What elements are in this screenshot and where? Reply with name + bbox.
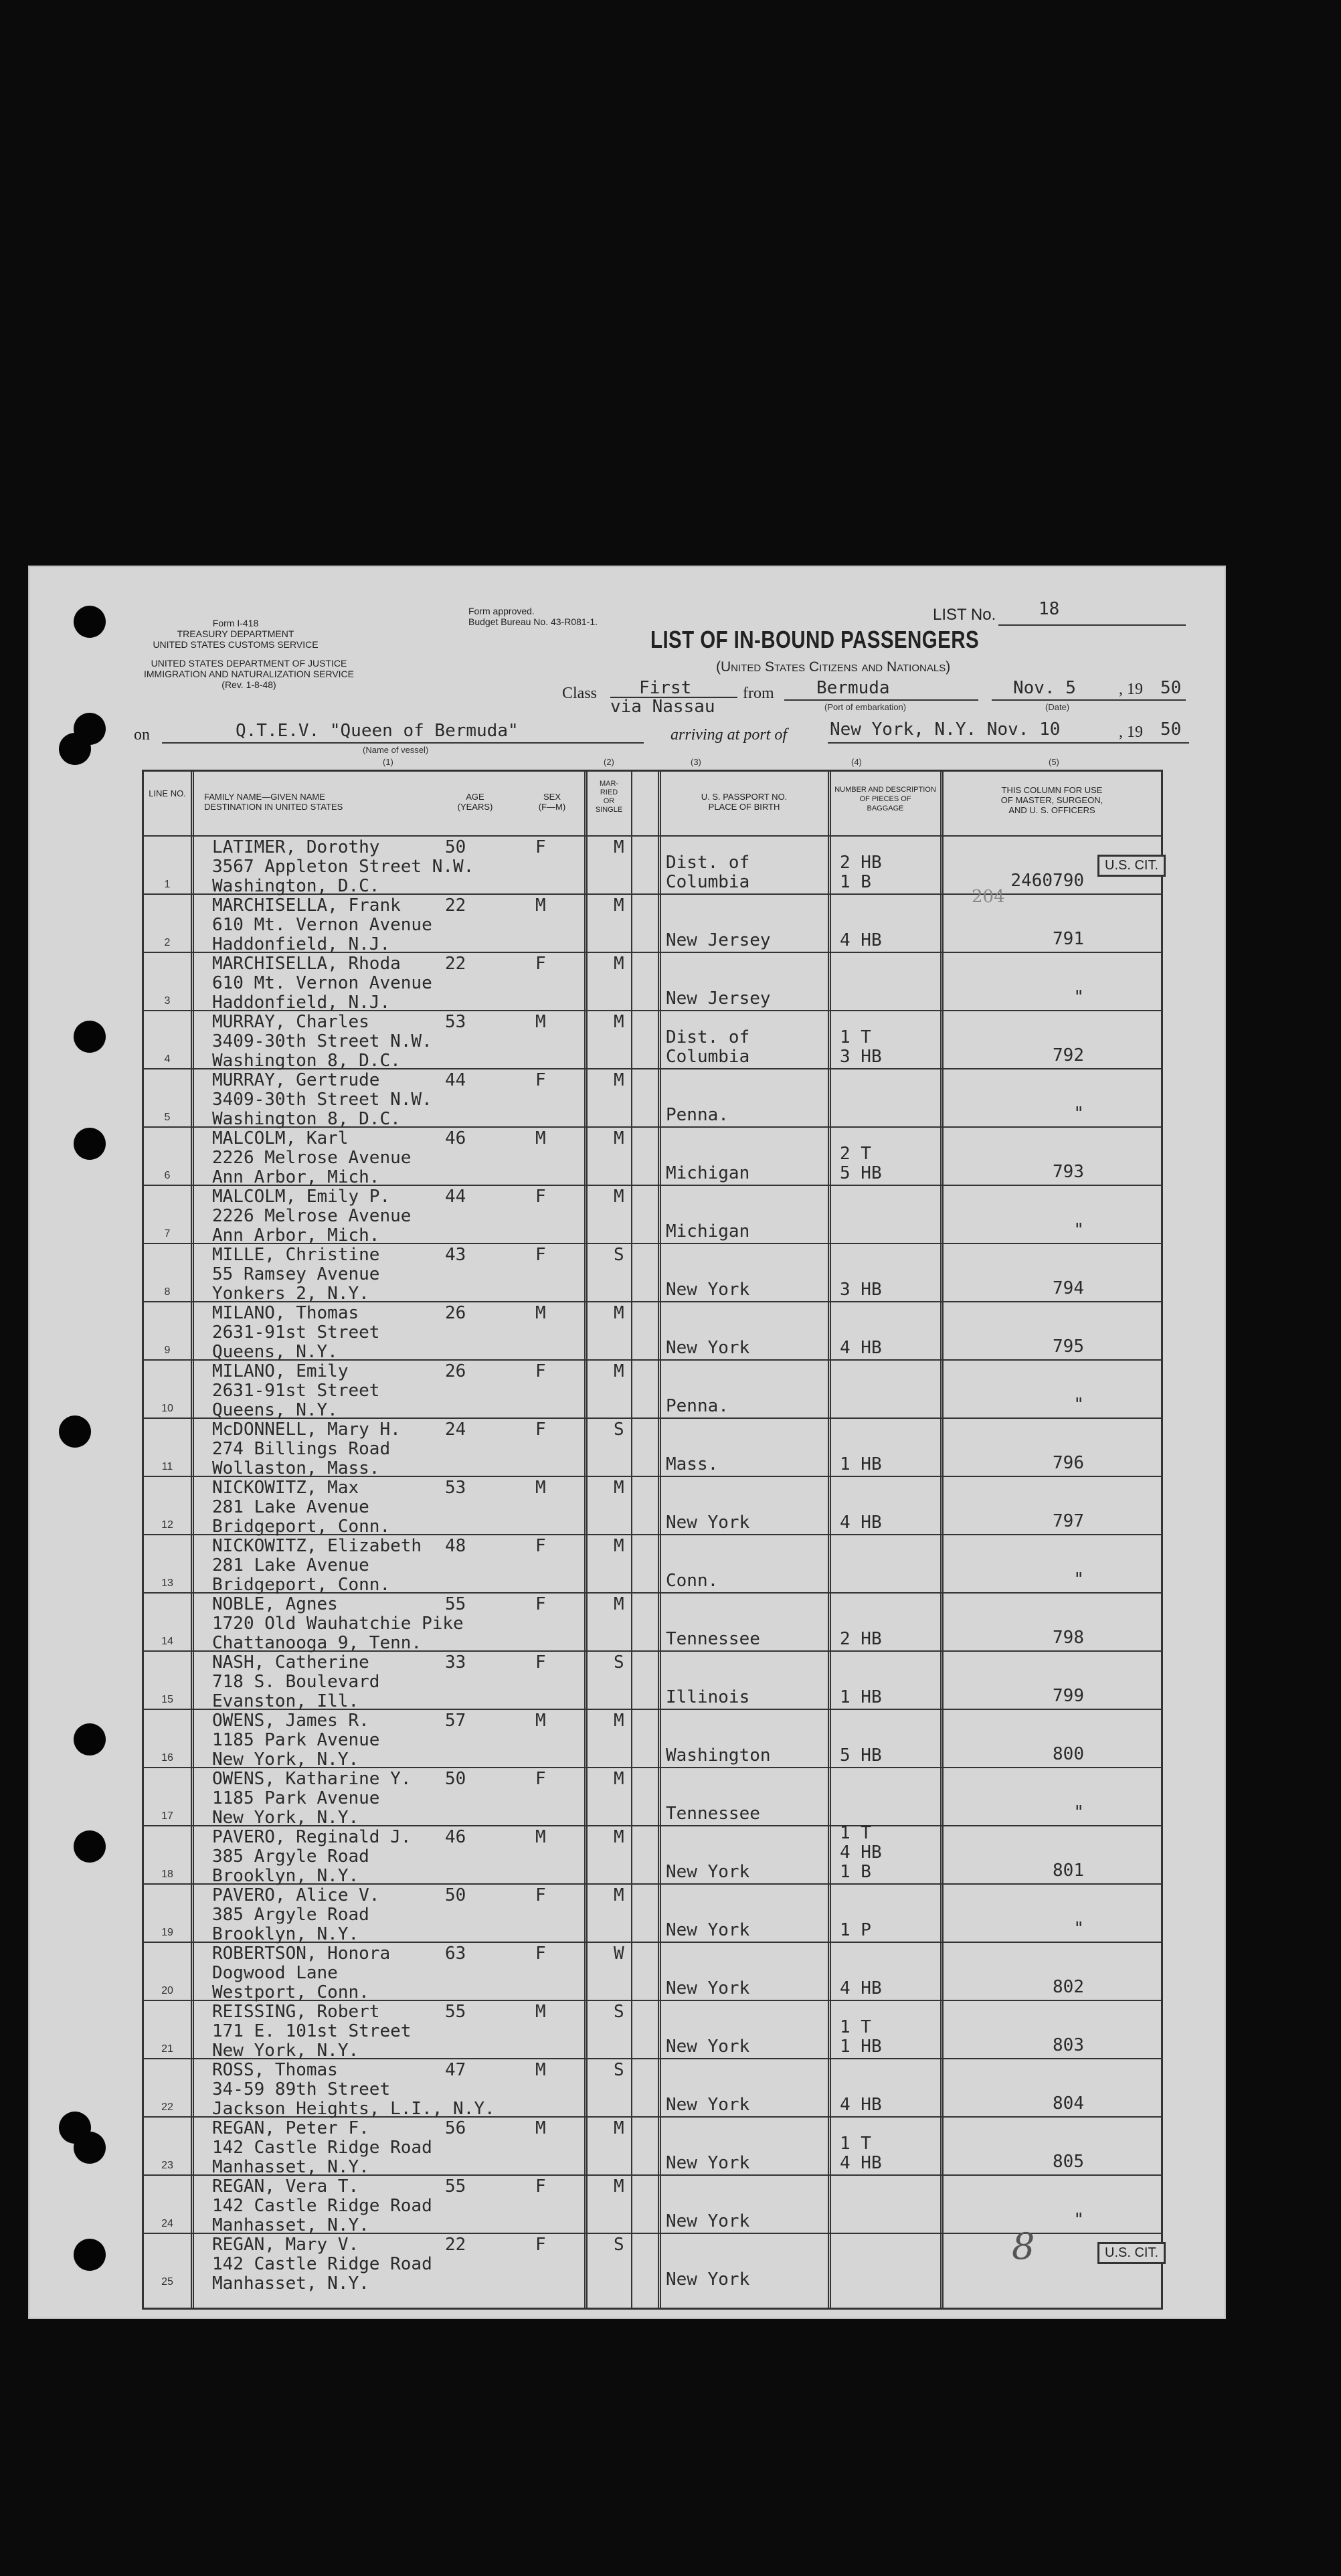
passenger-name-address: MILANO, Thomas 2631-91st Street Queens, N.Y. [212, 1303, 380, 1362]
line-number: 14 [161, 1636, 173, 1647]
table-row [144, 2059, 1161, 2118]
arriving-year: 50 [1160, 719, 1182, 740]
passenger-birthplace: Dist. of Columbia [666, 1027, 750, 1067]
officer-number: " [1073, 1104, 1084, 1124]
port-embark-caption: (Port of embarkation) [824, 702, 907, 712]
passenger-age: 53 [445, 1478, 466, 1498]
date-year: 50 [1160, 678, 1182, 698]
passenger-name-address: MALCOLM, Karl 2226 Melrose Avenue Ann Arbor, Mich. [212, 1128, 412, 1187]
line-number: 10 [161, 1403, 173, 1414]
punch-hole [74, 1021, 106, 1053]
arriving-year-prefix: , 19 [1119, 723, 1143, 741]
passenger-baggage: 1 P [840, 1920, 871, 1940]
officer-number: " [1073, 987, 1084, 1007]
table-row [144, 1128, 1161, 1186]
passenger-name-address: MURRAY, Gertrude 3409-30th Street N.W. Washington 8, D.C. [212, 1070, 432, 1129]
passenger-name-address: REISSING, Robert 171 E. 101st Street New York, N.Y. [212, 2002, 412, 2061]
passenger-age: 44 [445, 1187, 466, 1207]
passenger-marital-status: S [614, 1245, 624, 1265]
class-via: via Nassau [610, 697, 715, 717]
passenger-baggage: 4 HB [840, 2095, 882, 2115]
passenger-sex: F [535, 1536, 546, 1556]
passenger-age: 43 [445, 1245, 466, 1265]
col-header-officers: THIS COLUMN FOR USE OF MASTER, SURGEON, AND U. S. OFFICERS [1000, 785, 1103, 815]
officer-number: " [1073, 1802, 1084, 1822]
passenger-sex: M [535, 1478, 546, 1498]
table-row [144, 1477, 1161, 1535]
passenger-sex: M [535, 1128, 546, 1148]
passenger-name-address: NICKOWITZ, Elizabeth 281 Lake Avenue Bridgeport, Conn. [212, 1536, 422, 1595]
list-no-line [998, 624, 1186, 626]
passenger-baggage: 4 HB [840, 1338, 882, 1358]
passenger-birthplace: New York [666, 2269, 750, 2290]
passenger-name-address: McDONNELL, Mary H. 274 Billings Road Wollaston, Mass. [212, 1420, 401, 1478]
vessel-line [162, 742, 644, 744]
passenger-sex: M [535, 1012, 546, 1032]
table-row [144, 837, 1161, 895]
passenger-age: 50 [445, 837, 466, 857]
passenger-name-address: MARCHISELLA, Rhoda 610 Mt. Vernon Avenue Haddonfield, N.J. [212, 954, 432, 1013]
passenger-birthplace: Penna. [666, 1105, 729, 1125]
table-row [144, 895, 1161, 953]
line-number: 9 [164, 1345, 171, 1356]
line-number: 22 [161, 2101, 173, 2113]
passenger-baggage: 1 T 3 HB [840, 1027, 882, 1067]
col-header-age: AGE (YEARS) [457, 792, 493, 812]
punch-hole [59, 1415, 91, 1448]
on-label: on [134, 726, 150, 744]
passenger-birthplace: New York [666, 2153, 750, 2173]
passenger-marital-status: M [614, 1827, 624, 1847]
pencil-annotation: 204 [972, 887, 1005, 907]
passenger-age: 22 [445, 895, 466, 916]
officer-number: 793 [1053, 1162, 1084, 1182]
officer-number: " [1073, 1220, 1084, 1240]
table-row [144, 2118, 1161, 2176]
line-number: 12 [161, 1519, 173, 1531]
passenger-marital-status: S [614, 1652, 624, 1672]
arriving-line [828, 742, 1189, 744]
passenger-sex: F [535, 1420, 546, 1440]
col-header-passport: U. S. PASSPORT NO. PLACE OF BIRTH [701, 792, 788, 812]
col-num-1: (1) [383, 757, 393, 767]
passenger-sex: F [535, 1361, 546, 1381]
passenger-baggage: 1 HB [840, 1687, 882, 1707]
line-number: 4 [164, 1053, 171, 1065]
from-line [784, 699, 978, 701]
passenger-age: 55 [445, 2002, 466, 2022]
passenger-age: 26 [445, 1361, 466, 1381]
passenger-birthplace: Michigan [666, 1163, 750, 1183]
passenger-name-address: MARCHISELLA, Frank 610 Mt. Vernon Avenue Haddonfield, N.J. [212, 895, 432, 954]
passenger-birthplace: Michigan [666, 1221, 750, 1241]
class-line [610, 697, 737, 698]
list-no-label: LIST No. [933, 606, 996, 624]
passenger-sex: F [535, 2176, 546, 2197]
line-number: 19 [161, 1927, 173, 1938]
passenger-baggage: 1 T 4 HB 1 B [840, 1823, 882, 1882]
passenger-age: 22 [445, 2235, 466, 2255]
passenger-name-address: OWENS, Katharine Y. 1185 Park Avenue New York, N.Y. [212, 1769, 412, 1828]
line-number: 11 [161, 1461, 173, 1472]
line-number: 7 [164, 1228, 171, 1239]
passenger-marital-status: M [614, 1711, 624, 1731]
passenger-birthplace: Tennessee [666, 1804, 760, 1824]
passenger-age: 50 [445, 1769, 466, 1789]
table-row [144, 1823, 1161, 1886]
passenger-sex: F [535, 837, 546, 857]
passenger-name-address: PAVERO, Alice V. 385 Argyle Road Brooklyn, N.Y. [212, 1885, 380, 1944]
col-num-2: (2) [604, 757, 614, 767]
passenger-name-address: MILLE, Christine 55 Ramsey Avenue Yonkers 2, N.Y. [212, 1245, 380, 1304]
line-number: 8 [164, 1286, 171, 1298]
passenger-sex: F [535, 1885, 546, 1905]
passenger-marital-status: M [614, 1478, 624, 1498]
passenger-birthplace: New York [666, 2095, 750, 2115]
passenger-sex: F [535, 1245, 546, 1265]
passenger-birthplace: Conn. [666, 1571, 719, 1591]
passenger-marital-status: S [614, 2235, 624, 2255]
line-number: 6 [164, 1170, 171, 1181]
passenger-birthplace: New York [666, 2037, 750, 2057]
class-value: First [639, 678, 692, 698]
table-row [144, 1186, 1161, 1244]
page-title: LIST OF IN-BOUND PASSENGERS [650, 626, 980, 653]
table-row [144, 953, 1161, 1011]
line-number: 23 [161, 2160, 173, 2171]
line-number: 24 [161, 2218, 173, 2229]
passenger-sex: M [535, 2002, 546, 2022]
list-no: 18 [1039, 599, 1060, 619]
table-row [144, 1710, 1161, 1768]
from-value: Bermuda [816, 678, 890, 698]
officer-number: 801 [1053, 1861, 1084, 1881]
passenger-marital-status: M [614, 1187, 624, 1207]
passenger-sex: F [535, 1652, 546, 1672]
passenger-sex: M [535, 1303, 546, 1323]
officer-number: 794 [1053, 1278, 1084, 1298]
passenger-marital-status: M [614, 1012, 624, 1032]
passenger-birthplace: New York [666, 1513, 750, 1533]
passenger-sex: F [535, 1070, 546, 1090]
table-row [144, 1302, 1161, 1361]
passenger-marital-status: M [614, 1070, 624, 1090]
passenger-age: 33 [445, 1652, 466, 1672]
officer-number: 802 [1053, 1977, 1084, 1997]
line-number: 1 [164, 879, 171, 890]
table-row [144, 1011, 1161, 1069]
passenger-age: 53 [445, 1012, 466, 1032]
manifest-sheet [28, 566, 1226, 2319]
punch-hole [59, 733, 91, 765]
table-row [144, 2001, 1161, 2059]
col-num-3: (3) [691, 757, 701, 767]
line-number: 15 [161, 1694, 173, 1705]
passenger-birthplace: Tennessee [666, 1629, 760, 1649]
line-number: 16 [161, 1752, 173, 1764]
col-header-married: MAR- RIED OR SINGLE [595, 780, 623, 814]
form-id: Form I-418 TREASURY DEPARTMENT UNITED STATES CUSTOMS SERVICE [153, 618, 319, 650]
officer-number: " [1073, 1395, 1084, 1415]
passenger-marital-status: S [614, 2060, 624, 2080]
passenger-name-address: PAVERO, Reginald J. 385 Argyle Road Brooklyn, N.Y. [212, 1827, 412, 1886]
pencil-annotation: 8 [1012, 2225, 1035, 2267]
line-number: 13 [161, 1577, 173, 1589]
passenger-name-address: ROSS, Thomas 34-59 89th Street Jackson Heights, L.I., N.Y. [212, 2060, 495, 2119]
vessel-caption: (Name of vessel) [363, 745, 429, 755]
passenger-marital-status: M [614, 1769, 624, 1789]
passenger-sex: M [535, 895, 546, 916]
line-number: 5 [164, 1112, 171, 1123]
passenger-age: 55 [445, 1594, 466, 1614]
passenger-sex: F [535, 954, 546, 974]
class-label: Class [562, 685, 598, 702]
officer-number: 799 [1053, 1686, 1084, 1706]
table-row [144, 1069, 1161, 1128]
passenger-marital-status: M [614, 895, 624, 916]
passenger-birthplace: Penna. [666, 1396, 729, 1416]
date-value: Nov. 5 [1013, 678, 1076, 698]
passenger-marital-status: S [614, 2002, 624, 2022]
officer-number: 796 [1053, 1453, 1084, 1473]
date-caption: (Date) [1045, 702, 1070, 712]
passenger-birthplace: New York [666, 2211, 750, 2231]
officer-number: 800 [1053, 1744, 1084, 1764]
officer-number: 795 [1053, 1337, 1084, 1357]
passenger-name-address: REGAN, Vera T. 142 Castle Ridge Road Manhasset, N.Y. [212, 2176, 432, 2235]
passenger-marital-status: M [614, 1303, 624, 1323]
passenger-age: 47 [445, 2060, 466, 2080]
date-line [992, 699, 1186, 701]
passenger-name-address: MALCOLM, Emily P. 2226 Melrose Avenue Ann Arbor, Mich. [212, 1187, 412, 1246]
passenger-marital-status: M [614, 837, 624, 857]
col-num-5: (5) [1049, 757, 1059, 767]
passenger-name-address: NASH, Catherine 718 S. Boulevard Evanston, Ill. [212, 1652, 380, 1711]
us-cit-stamp: U.S. CIT. [1097, 855, 1166, 877]
table-row [144, 1652, 1161, 1710]
passenger-birthplace: New York [666, 1862, 750, 1882]
passenger-marital-status: M [614, 2176, 624, 2197]
officer-number: 804 [1053, 2093, 1084, 2114]
col-header-line-no: LINE NO. [149, 788, 186, 798]
passenger-age: 46 [445, 1128, 466, 1148]
officer-number: 792 [1053, 1045, 1084, 1065]
passenger-baggage: 1 T 1 HB [840, 2017, 882, 2057]
passenger-sex: M [535, 2118, 546, 2138]
date-year-prefix: , 19 [1119, 681, 1143, 698]
passenger-sex: F [535, 2235, 546, 2255]
officer-number: 805 [1053, 2152, 1084, 2172]
passenger-name-address: LATIMER, Dorothy 3567 Appleton Street N.W. Washington, D.C. [212, 837, 474, 896]
table-row [144, 1535, 1161, 1594]
passenger-birthplace: New York [666, 1978, 750, 1998]
passenger-birthplace: Illinois [666, 1687, 750, 1707]
passenger-name-address: ROBERTSON, Honora Dogwood Lane Westport, Conn. [212, 1944, 391, 2002]
punch-hole [74, 1723, 106, 1755]
line-number: 21 [161, 2043, 173, 2055]
passenger-age: 63 [445, 1944, 466, 1964]
passenger-sex: F [535, 1944, 546, 1964]
vessel-name: Q.T.E.V. "Queen of Bermuda" [236, 721, 519, 741]
passenger-marital-status: M [614, 1536, 624, 1556]
passenger-birthplace: Dist. of Columbia [666, 853, 750, 892]
passenger-birthplace: Washington [666, 1745, 771, 1766]
passenger-sex: M [535, 1711, 546, 1731]
passenger-age: 57 [445, 1711, 466, 1731]
officer-number: " [1073, 2210, 1084, 2230]
line-number: 17 [161, 1810, 173, 1822]
line-number: 20 [161, 1985, 173, 1996]
passenger-name-address: NOBLE, Agnes 1720 Old Wauhatchie Pike Chattanooga 9, Tenn. [212, 1594, 464, 1653]
arriving-value: New York, N.Y. Nov. 10 [830, 719, 1061, 740]
passenger-sex: F [535, 1187, 546, 1207]
passenger-baggage: 4 HB [840, 930, 882, 950]
passenger-birthplace: New York [666, 1338, 750, 1358]
passenger-baggage: 5 HB [840, 1745, 882, 1766]
passenger-marital-status: M [614, 2118, 624, 2138]
passenger-marital-status: M [614, 1128, 624, 1148]
table-row [144, 1594, 1161, 1652]
table-row [144, 1419, 1161, 1477]
table-row [144, 2176, 1161, 2234]
passenger-baggage: 4 HB [840, 1513, 882, 1533]
passenger-age: 22 [445, 954, 466, 974]
passenger-age: 56 [445, 2118, 466, 2138]
passenger-birthplace: Mass. [666, 1454, 719, 1474]
arriving-label: arriving at port of [670, 726, 788, 744]
passenger-sex: M [535, 1827, 546, 1847]
punch-hole [74, 2239, 106, 2271]
punch-hole [74, 2132, 106, 2164]
passenger-marital-status: M [614, 1594, 624, 1614]
from-label: from [743, 685, 774, 702]
line-number: 3 [164, 995, 171, 1007]
passenger-birthplace: New York [666, 1920, 750, 1940]
table-row [144, 1244, 1161, 1302]
officer-number: " [1073, 1569, 1084, 1590]
line-number: 2 [164, 937, 171, 948]
passenger-age: 55 [445, 2176, 466, 2197]
passenger-baggage: 3 HB [840, 1280, 882, 1300]
table-row [144, 1885, 1161, 1943]
passenger-baggage: 4 HB [840, 1978, 882, 1998]
passenger-baggage: 2 T 5 HB [840, 1144, 882, 1183]
line-number: 25 [161, 2276, 173, 2288]
punch-hole [74, 606, 106, 638]
form-approved: Form approved. Budget Bureau No. 43-R081-1. [468, 606, 598, 627]
passenger-age: 48 [445, 1536, 466, 1556]
col-header-name: FAMILY NAME—GIVEN NAME DESTINATION IN UNITED STATES [204, 792, 343, 812]
col-header-baggage: NUMBER AND DESCRIPTION OF PIECES OF BAGGAGE [834, 786, 936, 812]
passenger-name-address: REGAN, Mary V. 142 Castle Ridge Road Manhasset, N.Y. [212, 2235, 432, 2294]
us-cit-stamp: U.S. CIT. [1097, 2242, 1166, 2264]
table-row [144, 1768, 1161, 1826]
passenger-sex: F [535, 1594, 546, 1614]
table-row [144, 1361, 1161, 1419]
passenger-name-address: MURRAY, Charles 3409-30th Street N.W. Washington 8, D.C. [212, 1012, 432, 1071]
passenger-marital-status: W [614, 1944, 624, 1964]
passenger-name-address: OWENS, James R. 1185 Park Avenue New York, N.Y. [212, 1711, 380, 1770]
passenger-sex: F [535, 1769, 546, 1789]
justice-dept: UNITED STATES DEPARTMENT OF JUSTICE IMMIGRATION AND NATURALIZATION SERVICE (Rev. 1-8-48) [144, 658, 354, 690]
passenger-baggage: 1 T 4 HB [840, 2134, 882, 2173]
table-row [144, 1943, 1161, 2001]
passenger-name-address: NICKOWITZ, Max 281 Lake Avenue Bridgeport, Conn. [212, 1478, 391, 1537]
passenger-marital-status: M [614, 954, 624, 974]
officer-number: 797 [1053, 1511, 1084, 1531]
passenger-age: 44 [445, 1070, 466, 1090]
passenger-birthplace: New Jersey [666, 930, 771, 950]
passenger-baggage: 1 HB [840, 1454, 882, 1474]
passenger-name-address: MILANO, Emily 2631-91st Street Queens, N.Y. [212, 1361, 380, 1420]
officer-number: 791 [1053, 929, 1084, 949]
line-number: 18 [161, 1869, 173, 1880]
punch-hole [74, 1128, 106, 1160]
passenger-marital-status: M [614, 1361, 624, 1381]
passenger-birthplace: New York [666, 1280, 750, 1300]
col-num-4: (4) [851, 757, 862, 767]
passenger-marital-status: S [614, 1420, 624, 1440]
passenger-table [142, 770, 1163, 2310]
officer-number: " [1073, 1919, 1084, 1939]
passenger-marital-status: M [614, 1885, 624, 1905]
passenger-age: 50 [445, 1885, 466, 1905]
col-header-sex: SEX (F—M) [538, 792, 566, 812]
passenger-name-address: REGAN, Peter F. 142 Castle Ridge Road Manhasset, N.Y. [212, 2118, 432, 2177]
passenger-baggage: 2 HB [840, 1629, 882, 1649]
officer-number: 798 [1053, 1628, 1084, 1648]
officer-number: 803 [1053, 2035, 1084, 2055]
officer-number: 2460790 [1010, 871, 1084, 891]
passenger-baggage: 2 HB 1 B [840, 853, 882, 892]
punch-hole [74, 1830, 106, 1863]
passenger-age: 24 [445, 1420, 466, 1440]
passenger-sex: M [535, 2060, 546, 2080]
passenger-birthplace: New Jersey [666, 989, 771, 1009]
passenger-age: 46 [445, 1827, 466, 1847]
table-row [144, 2234, 1161, 2294]
page-subtitle: (United States Citizens and Nationals) [716, 659, 951, 675]
passenger-age: 26 [445, 1303, 466, 1323]
